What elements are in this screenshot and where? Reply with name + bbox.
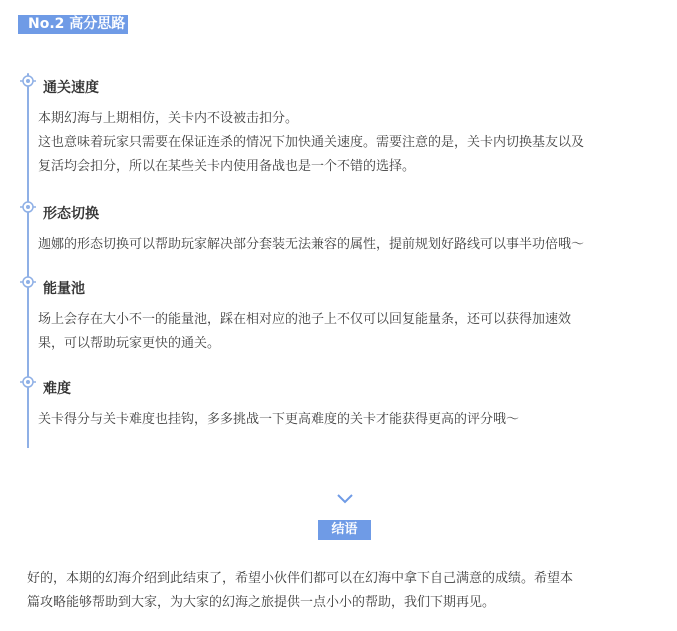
timeline-paragraph-clear-speed — [38, 107, 670, 179]
timeline-paragraph-difficulty — [38, 408, 670, 432]
timeline-paragraph-energy-pool — [38, 308, 670, 356]
paragraph-line: 这也意味着玩家只需要在保证连杀的情况下加快通关速度。需要注意的是，关卡内切换基友以及 — [38, 135, 585, 150]
paragraph-line: 迦娜的形态切换可以帮助玩家解决部分套装无法兼容的属性，提前规划好路线可以事半功倍哦～ — [38, 237, 585, 252]
section-tag-high-score: No.2 高分思路 — [18, 15, 128, 34]
paragraph-line: 本期幻海与上期相仿，关卡内不设被击扣分。 — [38, 111, 299, 126]
timeline-paragraph-form-switch — [38, 233, 670, 257]
paragraph-line: 关卡得分与关卡难度也挂钩，多多挑战一下更高难度的关卡才能获得更高的评分哦～ — [38, 412, 520, 427]
paragraph-line: 篇攻略能够帮助到大家，为大家的幻海之旅提供一点小小的帮助，我们下期再见。 — [27, 595, 496, 610]
timeline-title-clear-speed: 通关速度 — [43, 80, 99, 96]
timeline-line — [27, 74, 29, 448]
paragraph-line: 好的，本期的幻海介绍到此结束了，希望小伙伴们都可以在幻海中拿下自己满意的成绩。希望本 — [27, 571, 574, 586]
target-dot-icon — [20, 73, 36, 89]
target-dot-icon — [20, 274, 36, 290]
timeline-title-energy-pool: 能量池 — [43, 281, 85, 297]
timeline-title-difficulty: 难度 — [43, 381, 71, 397]
closing-paragraph — [27, 567, 667, 615]
chevron-down-icon — [336, 493, 354, 505]
paragraph-line: 场上会存在大小不一的能量池，踩在相对应的池子上不仅可以回复能量条，还可以获得加速效 — [38, 312, 572, 327]
timeline-title-form-switch: 形态切换 — [43, 206, 99, 222]
ending-tag: 结语 — [318, 520, 371, 540]
paragraph-line: 果，可以帮助玩家更快的通关。 — [38, 336, 221, 351]
target-dot-icon — [20, 199, 36, 215]
paragraph-line: 复活均会扣分，所以在某些关卡内使用备战也是一个不错的选择。 — [38, 159, 416, 174]
target-dot-icon — [20, 374, 36, 390]
